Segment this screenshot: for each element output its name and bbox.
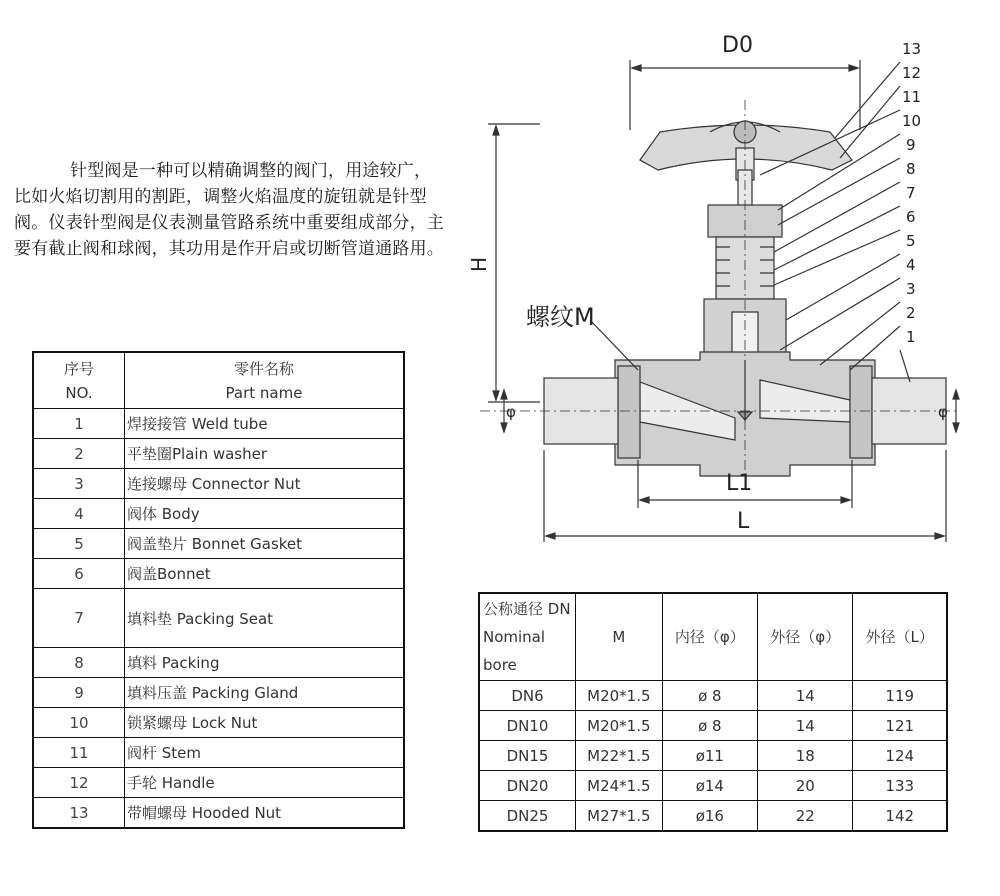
cell-outer: 22 — [758, 801, 853, 832]
phi-right-label: φ — [938, 403, 948, 421]
part-name: 阀杆 Stem — [125, 738, 405, 768]
header-outer-diameter: 外径（φ） — [758, 593, 853, 681]
dim-h-label: H — [467, 256, 491, 272]
part-no: 1 — [33, 409, 125, 439]
cell-outer: 14 — [758, 711, 853, 741]
cell-dn: DN15 — [479, 741, 576, 771]
table-row — [33, 708, 404, 738]
part-name: 阀盖垫片 Bonnet Gasket — [125, 529, 405, 559]
table-row — [479, 681, 947, 711]
part-no: 3 — [33, 469, 125, 499]
part-name: 填料垫 Packing Seat — [125, 589, 405, 648]
part-no: 6 — [33, 559, 125, 589]
cell-inner: ø 8 — [662, 681, 757, 711]
table-row — [33, 738, 404, 768]
cell-m: M20*1.5 — [576, 711, 663, 741]
cell-inner: ø11 — [662, 741, 757, 771]
header-m: M — [576, 593, 663, 681]
table-row — [479, 741, 947, 771]
callout-11: 11 — [902, 88, 922, 106]
table-row — [479, 771, 947, 801]
part-name: 锁紧螺母 Lock Nut — [125, 708, 405, 738]
table-row — [33, 648, 404, 678]
cell-inner: ø 8 — [662, 711, 757, 741]
part-no: 5 — [33, 529, 125, 559]
callout-9: 9 — [906, 136, 916, 154]
part-no: 2 — [33, 439, 125, 469]
cell-outer: 18 — [758, 741, 853, 771]
header-no-en: NO. — [65, 383, 93, 402]
header-length: 外径（L） — [853, 593, 947, 681]
table-row — [33, 529, 404, 559]
dim-l-label: L — [737, 509, 750, 534]
header-name-cn: 零件名称 — [233, 359, 294, 378]
header-no — [33, 352, 125, 409]
part-no: 12 — [33, 768, 125, 798]
callout-12: 12 — [902, 64, 922, 82]
header-nominal-bore: 公称通径 DN Nominal bore — [479, 593, 576, 681]
part-name: 阀盖Bonnet — [125, 559, 405, 589]
part-name: 阀体 Body — [125, 499, 405, 529]
cell-length: 133 — [853, 771, 947, 801]
table-row — [33, 469, 404, 499]
header-no-cn: 序号 — [63, 359, 94, 378]
cell-m: M27*1.5 — [576, 801, 663, 832]
parts-table — [32, 351, 405, 829]
callout-6: 6 — [906, 208, 916, 226]
cell-dn: DN6 — [479, 681, 576, 711]
valve-drawing — [460, 20, 960, 550]
dim-l1-label: L1 — [726, 471, 753, 496]
part-name: 平垫圈Plain washer — [125, 439, 405, 469]
part-no: 13 — [33, 798, 125, 829]
phi-left-label: φ — [506, 403, 516, 421]
intro-paragraph: 针型阀是一种可以精确调整的阀门，用途较广，比如火焰切割用的割距，调整火焰温度的旋钮就是针型阀。仪表针型阀是仪表测量管路系统中重要组成部分，主要有截止阀和球阀，其功用是作开启或切断管道通路用。 — [14, 161, 444, 259]
cell-length: 142 — [853, 801, 947, 832]
part-no: 9 — [33, 678, 125, 708]
table-row — [33, 439, 404, 469]
table-row — [33, 589, 404, 648]
cell-dn: DN20 — [479, 771, 576, 801]
cell-length: 119 — [853, 681, 947, 711]
callout-numbers — [902, 40, 921, 346]
callout-13: 13 — [902, 40, 922, 58]
parts-table-header — [33, 352, 404, 409]
cell-m: M24*1.5 — [576, 771, 663, 801]
cell-inner: ø14 — [662, 771, 757, 801]
header-name — [125, 352, 405, 409]
table-row — [33, 768, 404, 798]
part-name: 填料压盖 Packing Gland — [125, 678, 405, 708]
cell-outer: 20 — [758, 771, 853, 801]
table-row — [33, 409, 404, 439]
table-row — [33, 798, 404, 829]
callout-3: 3 — [906, 280, 916, 298]
part-name: 带帽螺母 Hooded Nut — [125, 798, 405, 829]
table-row — [479, 711, 947, 741]
part-no: 4 — [33, 499, 125, 529]
table-row — [479, 801, 947, 832]
cell-length: 124 — [853, 741, 947, 771]
thread-m-label: 螺纹M — [526, 303, 595, 331]
spec-table-header — [479, 593, 947, 681]
callout-10: 10 — [902, 112, 922, 130]
part-no: 8 — [33, 648, 125, 678]
part-name: 连接螺母 Connector Nut — [125, 469, 405, 499]
cell-inner: ø16 — [662, 801, 757, 832]
part-name: 手轮 Handle — [125, 768, 405, 798]
callout-8: 8 — [906, 160, 916, 178]
callout-7: 7 — [906, 184, 916, 202]
part-no: 7 — [33, 589, 125, 648]
header-inner-diameter: 内径（φ） — [662, 593, 757, 681]
part-name: 焊接接管 Weld tube — [125, 409, 405, 439]
table-row — [33, 678, 404, 708]
dim-d0-label: D0 — [722, 33, 753, 58]
cell-m: M22*1.5 — [576, 741, 663, 771]
callout-5: 5 — [906, 232, 916, 250]
table-row — [33, 499, 404, 529]
cell-length: 121 — [853, 711, 947, 741]
header-name-en: Part name — [225, 383, 303, 402]
cell-dn: DN25 — [479, 801, 576, 832]
cell-dn: DN10 — [479, 711, 576, 741]
part-no: 11 — [33, 738, 125, 768]
part-no: 10 — [33, 708, 125, 738]
spec-table — [478, 592, 948, 832]
cell-m: M20*1.5 — [576, 681, 663, 711]
callout-4: 4 — [906, 256, 916, 274]
callout-2: 2 — [906, 304, 916, 322]
callout-1: 1 — [906, 328, 916, 346]
part-name: 填料 Packing — [125, 648, 405, 678]
cell-outer: 14 — [758, 681, 853, 711]
table-row — [33, 559, 404, 589]
